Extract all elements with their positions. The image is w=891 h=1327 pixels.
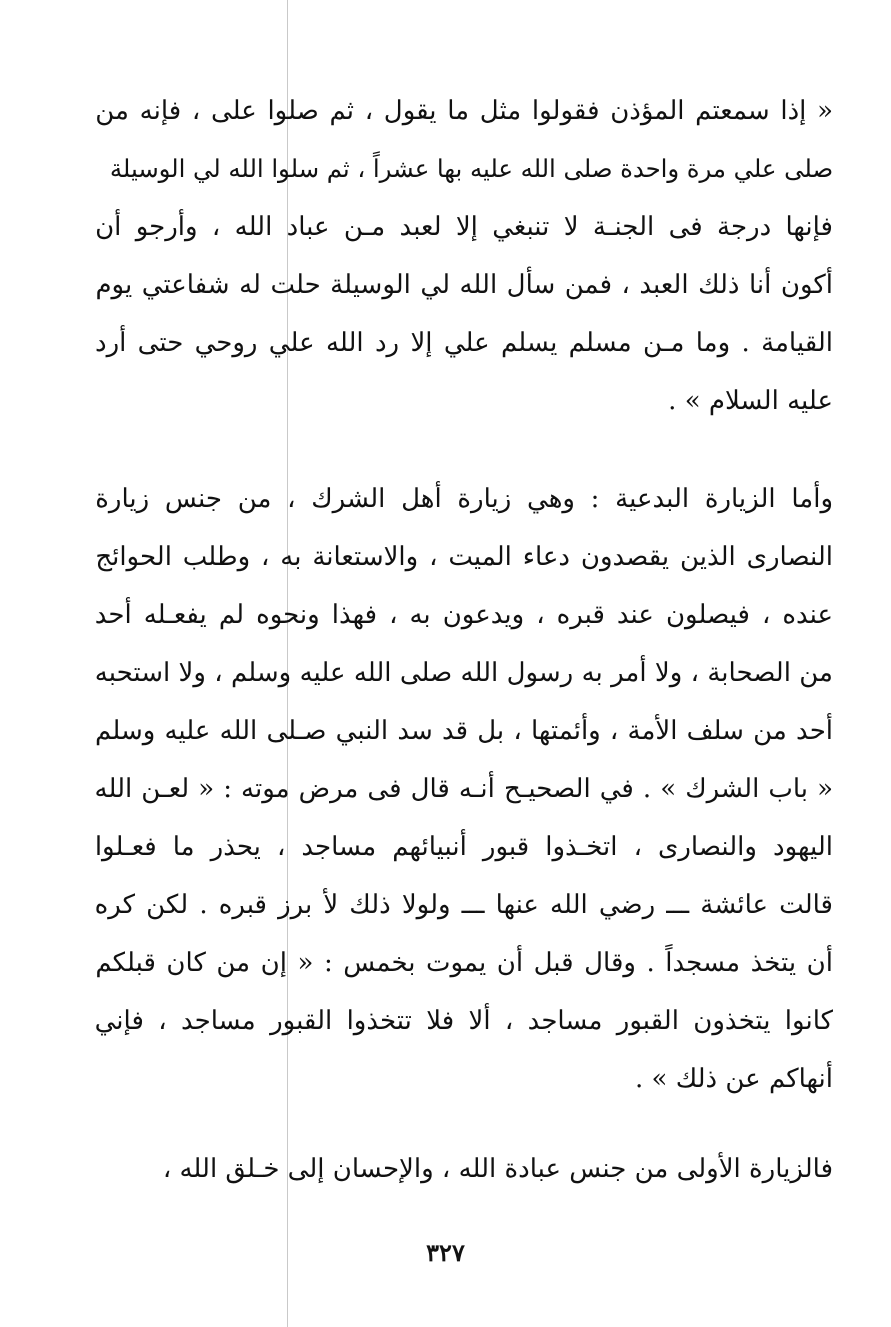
text-line: وأما الزيارة البدعية : وهي زيارة أهل الشرك ، من جنس زيارة — [95, 484, 833, 514]
text-line: من الصحابة ، ولا أمر به رسول الله صلى الله عليه وسلم ، ولا استحبه — [94, 658, 833, 688]
text-line: النصارى الذين يقصدون دعاء الميت ، والاستعانة به ، وطلب الحوائج — [95, 542, 833, 572]
text-line: القيامة . وما مـن مسلم يسلم علي إلا رد الله علي روحي حتى أرد — [94, 328, 833, 358]
text-line: « باب الشرك » . في الصحيـح أنـه قال فى مرض موته : « لعـن الله — [94, 774, 833, 804]
text-line: فالزيارة الأولى من جنس عبادة الله ، والإحسان إلى خـلق الله ، — [162, 1154, 833, 1184]
page-number: ٣٢٧ — [426, 1238, 465, 1267]
text-line: « إذا سمعتم المؤذن فقولوا مثل ما يقول ، ثم صلوا على ، فإنه من — [95, 96, 833, 126]
text-line: أحد من سلف الأمة ، وأئمتها ، بل قد سد النبي صـلى الله عليه وسلم — [95, 716, 833, 746]
text-line: كانوا يتخذون القبور مساجد ، ألا فلا تتخذوا القبور مساجد ، فإني — [94, 1006, 833, 1036]
paragraph-first-visit — [95, 1140, 833, 1198]
text-line: اليهود والنصارى ، اتخـذوا قبور أنبيائهم مساجد ، يحذر ما فعـلوا — [94, 832, 833, 862]
text-line: أن يتخذ مسجداً . وقال قبل أن يموت بخمس : « إن من كان قبلكم — [95, 948, 833, 978]
text-line: فإنها درجة فى الجنـة لا تنبغي إلا لعبد مـن عباد الله ، وأرجو أن — [95, 212, 833, 242]
text-line: عليه السلام » . — [668, 386, 833, 416]
paragraph-bidah-visit — [95, 470, 833, 1108]
text-line: صلى علي مرة واحدة صلى الله عليه بها عشراً ، ثم سلوا الله لي الوسيلة — [109, 154, 833, 183]
text-line: أنهاكم عن ذلك » . — [635, 1064, 833, 1094]
paragraph-hadith-quote — [95, 82, 833, 430]
text-line: قالت عائشة ـــ رضي الله عنها ـــ ولولا ذلك لأ برز قبره . لكن كره — [94, 890, 833, 920]
text-line: أكون أنا ذلك العبد ، فمن سأل الله لي الوسيلة حلت له شفاعتي يوم — [95, 270, 833, 300]
text-line: عنده ، فيصلون عند قبره ، ويدعون به ، فهذا ونحوه لم يفعـله أحد — [94, 600, 833, 630]
